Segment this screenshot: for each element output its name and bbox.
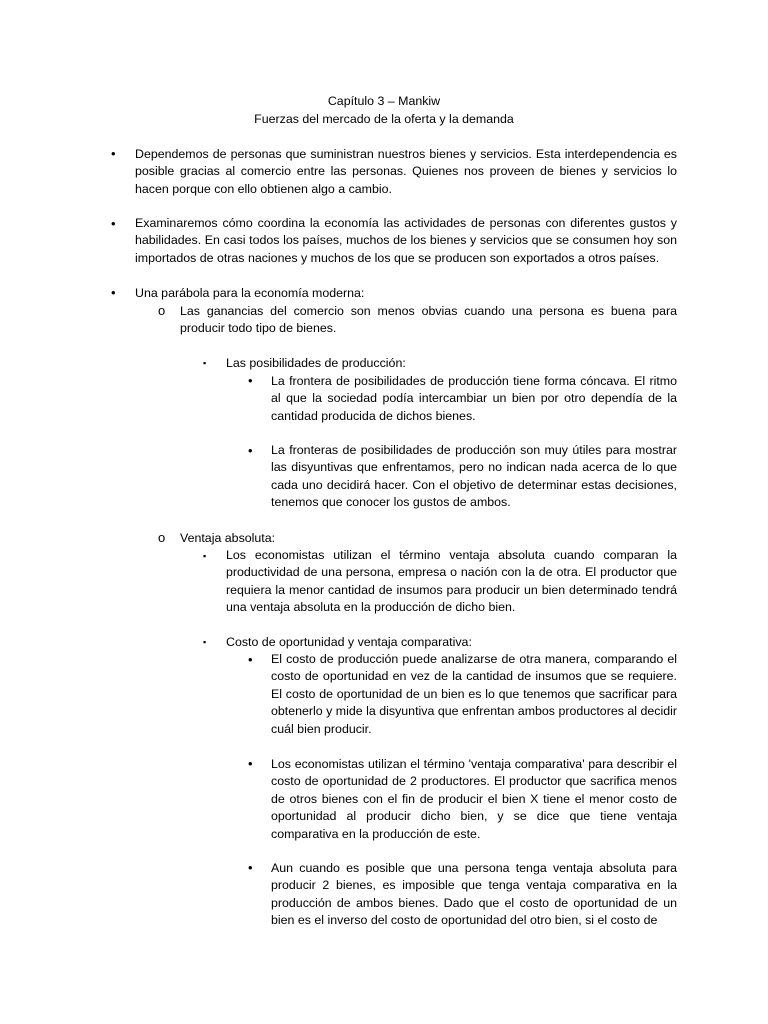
- heading-parabola: Una parábola para la economía moderna:: [135, 286, 365, 300]
- bullet-marker: ▪: [203, 358, 207, 368]
- bullet-marker: •: [248, 443, 253, 458]
- paragraph-production-cost: El costo de producción puede analizarse de otra manera, comparando el costo de oportunidad en vez de la cantidad de insumos que se requiere. El costo de oportunidad de un bien es lo que tenemos que sacrificar para obtenerlo y mide la disyuntiva que enfrentan ambos productores al decidir cuál bien producir.: [271, 652, 677, 736]
- bullet-marker: •: [248, 373, 253, 388]
- bullet-marker: ▪: [203, 637, 207, 647]
- paragraph-interdependence: Dependemos de personas que suministran nuestros bienes y servicios. Esta interdependencia es posible gracias al comercio entre las personas. Quienes nos proveen de bienes y servicios lo hacen porque con ello obtienen algo a cambio.: [135, 147, 677, 196]
- bullet-marker: ▪: [203, 551, 207, 561]
- chapter-title: Capítulo 3 – Mankiw: [327, 94, 441, 108]
- paragraph-absolute-advantage: Los economistas utilizan el término ventaja absoluta cuando comparan la productividad de una persona, empresa o nación con la de otra. El productor que requiera la menor cantidad de insumos para producir un bien determinado tendrá una ventaja absoluta en la producción de dicho bien.: [226, 548, 677, 615]
- paragraph-frontier-tradeoffs: La fronteras de posibilidades de producción son muy útiles para mostrar las disyuntivas que enfrentamos, pero no indican nada acerca de lo que cada uno decidirá hacer. Con el objetivo de determinar estas decisiones, tenemos que conocer los gustos de ambos.: [271, 443, 677, 510]
- bullet-marker: o: [158, 530, 166, 545]
- bullet-marker: •: [248, 652, 253, 667]
- chapter-subtitle: Fuerzas del mercado de la oferta y la demanda: [254, 112, 514, 126]
- heading-opportunity-cost: Costo de oportunidad y ventaja comparativa:: [226, 635, 472, 649]
- bullet-marker: o: [158, 303, 166, 318]
- bullet-marker: •: [248, 756, 253, 771]
- bullet-marker: •: [111, 216, 116, 231]
- bullet-marker: •: [111, 146, 116, 161]
- paragraph-frontier-concave: La frontera de posibilidades de producción tiene forma cóncava. El ritmo al que la sociedad podía intercambiar un bien por otro dependía de la cantidad producida de dichos bienes.: [271, 374, 677, 423]
- paragraph-comparative-advantage: Los economistas utilizan el término 'ventaja comparativa' para describir el costo de oportunidad de 2 productores. El productor que sacrifica menos de otros bienes con el fin de producir el bien X tiene el menor costo de oportunidad al producir dicho bien, y se dice que tiene ventaja comparativa en la producción de este.: [271, 757, 677, 841]
- paragraph-absolute-vs-comparative: Aun cuando es posible que una persona tenga ventaja absoluta para producir 2 bienes, es imposible que tenga ventaja comparativa en la producción de ambos bienes. Dado que el costo de oportunidad de un bien es el inverso del costo de oportunidad del otro bien, si el costo de: [271, 861, 677, 928]
- bullet-marker: •: [248, 860, 253, 875]
- bullet-marker: •: [111, 285, 116, 300]
- heading-absolute-advantage: Ventaja absoluta:: [180, 531, 276, 545]
- paragraph-coordination: Examinaremos cómo coordina la economía las actividades de personas con diferentes gustos y habilidades. En casi todos los países, muchos de los bienes y servicios que se consumen hoy son importados de otras naciones y muchos de los que se producen son exportados a otros países.: [135, 216, 677, 265]
- paragraph-gains-trade: Las ganancias del comercio son menos obvias cuando una persona es buena para producir todo tipo de bienes.: [180, 304, 677, 336]
- heading-production-possibilities: Las posibilidades de producción:: [226, 356, 406, 370]
